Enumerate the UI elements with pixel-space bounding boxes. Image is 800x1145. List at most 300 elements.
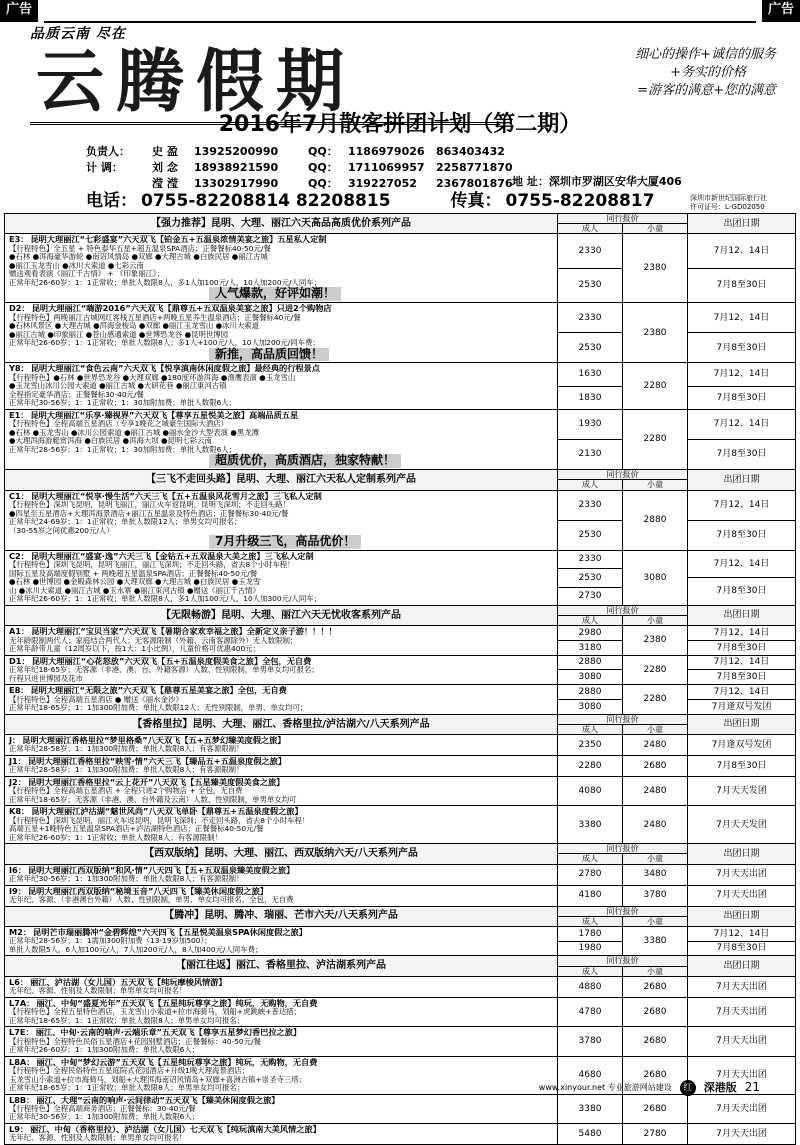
adult-header: 成人 <box>558 854 623 863</box>
departure-date: 7月天天出团 <box>716 1103 767 1114</box>
child-price: 2480 <box>623 735 688 755</box>
departure-date-column <box>688 865 795 885</box>
product-code: E1： <box>9 409 29 420</box>
product-name: 昆明大理丽江“心花怒放”六天双飞【五+五温泉度假美食之旅】全包，无自费 <box>31 655 312 666</box>
agency-license: 许可证号：L-GD02050 <box>690 203 765 211</box>
product-code: C1： <box>9 490 29 501</box>
price-header-top: 同行报价 <box>558 956 687 966</box>
adult-price-column <box>558 234 623 302</box>
product-name: 昆明大理丽江“乐享·臻视界”六天双飞【尊享五星悦美之旅】高端品质五星 <box>30 409 299 420</box>
adult-price: 2330 <box>578 554 602 565</box>
adult-price-column <box>558 1027 623 1055</box>
product-code: E3： <box>9 234 29 245</box>
product-detail-line: ●石林风景区 ●大理古城 ●洱海金梭岛 ●双廊 ●丽江玉龙雪山 ●冰川大索道 <box>9 321 259 331</box>
adult-price-column <box>558 1095 623 1123</box>
contact-row <box>86 176 524 192</box>
product-detail-line: 正常年纪18-65岁；无客源（非港、澳、台、外籍客源）人数、性别限制，单男单女均可报名； <box>9 665 319 675</box>
departure-date: 7月8至30日 <box>688 577 795 605</box>
price-header-columns <box>558 725 687 734</box>
section-header <box>5 906 795 926</box>
product-detail-line: （30-55岁之间优惠200元/人） <box>9 525 114 535</box>
child-price: 2680 <box>623 1027 688 1055</box>
product-code: J2： <box>9 776 26 787</box>
product-name: 昆明大理丽江“宝贝当家”六天双飞【暑期合家欢幸福之旅】全新定义亲子游！！！！ <box>31 626 337 637</box>
section-header <box>5 843 795 863</box>
product-row[interactable] <box>5 1026 795 1055</box>
product-detail-line: 正常年纪28-58岁；1：1加300附加费；单批人数限8人；有客源限制！ <box>9 765 244 775</box>
product-detail-line: 正常年纪28-56岁；1：1正常收；1：30加附加费；单批人数限6人； <box>9 444 237 454</box>
product-detail-line: 高端五星+1晚特色五星温泉SPA酒店+泸沽湖特色酒店；正餐餐标40-50元/餐 <box>9 824 264 834</box>
page-footer <box>539 1080 760 1096</box>
product-detail-line: 国际五星及高端度假别墅 + 两晚超五星温泉SPA酒店；正餐餐标40-50元/餐 <box>9 568 258 578</box>
price-header <box>558 715 688 734</box>
product-name: 昆明大理丽江“无限之旅”六天双飞【鼎尊五星美宴之旅】全包，无自费 <box>30 685 287 696</box>
product-detail-line: ●石林 ●世博园 ●金殿森林公园 ●大理双廊 ●大理古城 ●白族民居 ●玉龙雪 <box>9 577 261 587</box>
product-name: 丽江、大理“云南的响声·云间律动”五天双飞【臻美休闲度假之旅】 <box>36 1094 280 1105</box>
product-detail-line: ●石林 ●洱海豪华游轮 ●南诏风情岛 ●双廊 ●大理古城 ●白族民居 ●丽江古城 <box>9 252 268 262</box>
child-header: 小童 <box>647 224 663 234</box>
contact-name: 刘 念 <box>152 161 178 174</box>
departure-date: 7月逢双号发团 <box>711 739 772 750</box>
contact-qq-label: QQ： <box>308 145 338 158</box>
product-code: J1： <box>9 755 26 766</box>
departure-date: 7月逢双号发团 <box>688 699 795 714</box>
product-row[interactable] <box>5 625 795 654</box>
contact-role: 负责人： <box>86 145 130 158</box>
product-description <box>5 303 558 362</box>
product-row[interactable] <box>5 362 795 408</box>
top-rule <box>44 21 756 23</box>
product-detail-line: 【行程特色】全程高端商务酒店；正餐餐标：30-40元/餐 <box>9 1103 196 1113</box>
adult-price-column <box>558 977 623 997</box>
departure-date-column <box>688 977 795 997</box>
adult-price: 2730 <box>558 587 622 605</box>
child-price: 2280 <box>623 363 688 408</box>
agency-info <box>690 194 767 212</box>
product-detail-line: 【行程特色】●石林 ●世界恐龙谷 ●大理双廊 ●180度环游洱海 ●渔鹰表演 ●玉龙雪山 <box>9 372 296 382</box>
adult-price-column <box>558 1124 623 1144</box>
departure-date-column <box>688 1124 795 1144</box>
fax-number[interactable]: 0755-82208817 <box>505 191 655 211</box>
section-title: 【无限畅游】昆明、大理、丽江六天无忧收客系列产品 <box>5 606 558 625</box>
child-price: 2680 <box>623 1095 688 1123</box>
product-name: 昆明大理丽江西双版纳“秘境玉音”八天四飞【臻美休闲度假之旅】 <box>27 885 268 896</box>
product-row[interactable] <box>5 684 795 713</box>
price-header <box>558 844 688 863</box>
product-row[interactable] <box>5 885 795 906</box>
product-row[interactable] <box>5 655 795 684</box>
adult-price: 2530 <box>558 268 622 302</box>
adult-price: 3080 <box>558 699 622 714</box>
product-row[interactable] <box>5 755 795 776</box>
adult-header: 成人 <box>558 616 623 625</box>
product-name: 昆明大理丽江“嗨游2016”六天双飞【鼎尊五+五双温泉美宴之旅】只进2个购物店 <box>31 303 332 314</box>
product-description <box>5 1095 558 1123</box>
product-name: 丽江、中甸（香格里拉）、泸沽湖（女儿国）七天双飞【纯玩滇南大美风情之旅】 <box>30 1124 321 1134</box>
child-price: 2780 <box>623 1124 688 1144</box>
adult-price-column <box>558 656 623 684</box>
departure-date: 7月天天出团 <box>716 1128 767 1139</box>
product-detail-line: 正常年纪26-60岁：1：1正常收；单批人数限8人，多1人加100元/人，10人加200元/人同车； <box>9 277 321 287</box>
product-detail-line: ●四星至五星酒店+大理洱海景酒店+丽江五星温泉及特色酒店；正餐餐标30-40元/餐 <box>9 508 289 518</box>
adult-price: 4880 <box>578 981 602 992</box>
contact-qq[interactable]: 1711069957 <box>348 161 425 174</box>
contact-qq[interactable]: 1186979026 <box>348 145 425 158</box>
adult-price: 3180 <box>558 640 622 655</box>
departure-date: 7月12、14日 <box>713 928 770 939</box>
product-promo: 新推，高品质回馈！ <box>209 348 329 362</box>
product-code: K8： <box>9 806 30 817</box>
product-row[interactable] <box>5 302 795 362</box>
child-price: 3380 <box>623 927 688 955</box>
product-row[interactable] <box>5 864 795 885</box>
product-name: 昆明大理丽江泸沽湖“魅世风尚”八天双飞单卧【鼎尊五+五温泉度假之旅】 <box>31 806 303 817</box>
date-header: 出团日期 <box>723 719 760 730</box>
contact-qq-label: QQ： <box>308 177 338 190</box>
product-description <box>5 806 558 843</box>
price-header <box>558 956 688 975</box>
departure-date-column <box>688 363 795 408</box>
product-code: I9： <box>9 885 26 896</box>
product-name: 昆明大理丽江香格里拉“云上花开”八天双飞【五星臻美度假美食之旅】 <box>27 776 285 787</box>
adult-price-column <box>558 998 623 1026</box>
product-detail-line: 正常年纪28-58岁；1：1加300附加费；单批人数限8人；有客源限制！ <box>9 744 244 754</box>
product-detail-line: 正常年龄带儿童（12周岁以下，按1大：1小比例），儿童价格可优惠400元； <box>9 644 260 654</box>
adult-price: 2350 <box>578 739 602 750</box>
adult-price: 4180 <box>578 890 602 901</box>
product-detail-line: 【行程特色】深圳飞昆明，昆明飞丽江，丽江飞深圳；不走回头路，省去8个小时车程！ <box>9 560 295 570</box>
adult-price-column <box>558 865 623 885</box>
contact-qq[interactable]: 863403432 <box>436 145 505 158</box>
date-header: 出团日期 <box>723 218 760 229</box>
departure-date-column <box>688 410 795 469</box>
fax-label: 传真： <box>450 191 502 211</box>
section-title: 【强力推荐】昆明、大理、丽江六天高品高质优价系列产品 <box>5 214 558 233</box>
date-header: 出团日期 <box>723 960 760 971</box>
hotline <box>86 192 655 212</box>
product-detail-line: 正常年纪18-65岁；1：1正常收；单批人数限8人；单男单女均可报名； <box>9 1015 245 1025</box>
price-header <box>558 214 688 233</box>
child-price: 2380 <box>623 626 688 654</box>
product-row[interactable] <box>5 997 795 1026</box>
footer-edition: 深港版 <box>703 1080 737 1094</box>
product-name: 丽江、泸沽湖（女儿国）五天双飞【纯玩摩梭风情游】 <box>30 976 227 987</box>
product-detail-line: 正常年纪26-60岁；1：1正常收；单批人数限8人；有客源限制！ <box>9 832 222 842</box>
product-name: 昆明大理丽江“七彩盛宴”六天双飞【铂金五+五温泉浓情美宴之旅】五星私人定制 <box>30 234 327 245</box>
product-detail-line: ●丽江古城 ●印象丽江 ●苍山感通索道 ●世博恐龙谷 ●昆明世博园 <box>9 329 229 339</box>
adult-header: 成人 <box>558 480 623 489</box>
departure-date: 7月12、14日 <box>713 312 770 323</box>
product-detail-line: 【行程特色】全程高端五星酒店 + 全程只进2个购物店 + 全包，无自费 <box>9 786 243 796</box>
product-row[interactable] <box>5 1123 795 1144</box>
adult-price-column <box>558 685 623 713</box>
product-detail-line: 正常年纪18-65岁；1：1加300附加费；单批人数限12人；无性别限制，单男、单女均可； <box>9 703 308 713</box>
departure-date-column <box>688 886 795 906</box>
departure-date: 7月天天发团 <box>716 785 767 796</box>
adult-price: 2330 <box>578 245 602 256</box>
adult-price: 4780 <box>578 1006 602 1017</box>
departure-date: 7月8至30日 <box>688 332 795 362</box>
price-header <box>558 606 688 625</box>
section-header <box>5 214 795 233</box>
product-code: M2： <box>9 926 32 937</box>
product-code: J： <box>9 734 21 745</box>
product-row[interactable] <box>5 1094 795 1123</box>
departure-date: 7月12、14日 <box>713 686 770 697</box>
product-detail-line: 行程只进世博园及花市 <box>9 673 83 683</box>
departure-date: 7月12、14日 <box>713 499 770 510</box>
product-code: C2： <box>9 550 29 561</box>
adult-price: 3080 <box>558 669 622 684</box>
product-detail-line: 正常年纪18-65岁；1：1正常收；单批人数限8人；单男单女均可报名； <box>9 1083 245 1093</box>
product-detail-line: ●丽江玉龙雪山 ●冰川大索道 ●七彩云南 <box>9 260 144 270</box>
section-title: 【丽江往返】丽江、香格里拉、泸沽湖系列产品 <box>5 956 558 975</box>
child-price: 2880 <box>623 491 688 550</box>
adult-price: 2980 <box>578 627 602 638</box>
product-name: 昆明大理丽江香格里拉“梦里格桑”八天双飞【五+五梦幻臻美度假之旅】 <box>22 734 286 745</box>
departure-date-column <box>688 1027 795 1055</box>
price-header-top: 同行报价 <box>558 470 687 480</box>
product-detail-line: 【行程特色】全程特色民俗五星酒店+花园别墅酒店；正餐餐标：40-50元/餐 <box>9 1036 261 1046</box>
date-header: 出团日期 <box>723 848 760 859</box>
product-detail-line: 单批人数限5人，6人加100元/人，7人加200元/人，8人加400元/人同车费； <box>9 944 263 954</box>
product-description <box>5 1124 558 1144</box>
adult-header: 成人 <box>558 917 623 926</box>
product-detail-line: 【行程特色】全程高端五星酒店 ● 赠送《丽水金沙》 <box>9 694 183 704</box>
product-name: 昆明大理丽江“悦享·慢生活”六天三飞【五+五温泉风花雪月之旅】三飞私人定制 <box>30 490 322 501</box>
child-header: 小童 <box>647 480 663 490</box>
product-detail-line: ●玉龙雪山冰川公园大索道 ●丽江古城 ●大研花巷 ●丽江東河古镇 <box>9 381 227 391</box>
motto-line-1: 细心的操作+诚信的服务 <box>635 47 776 62</box>
address: 地 址：深圳市罗湖区安华大厦406 <box>512 175 682 188</box>
price-header-columns <box>558 917 687 926</box>
phone-label: 电话： <box>86 191 137 211</box>
adult-price-column <box>558 777 623 805</box>
product-detail-line: 正常年纪26-60岁；1：1正常收；单批人数限8人，多1人加100元/人，10人加300元/人同车； <box>9 594 321 604</box>
product-code: L7A： <box>9 997 35 1008</box>
child-price: 2680 <box>623 756 688 776</box>
product-detail-line: 【行程特色】全程民俗特色五星庭院式花园酒店+升级1晚大理海景酒店； <box>9 1066 250 1075</box>
departure-date: 7月天天出团 <box>716 869 767 880</box>
product-row[interactable] <box>5 976 795 997</box>
brand-slogan: 品质云南 尽在 <box>30 26 126 42</box>
departure-date-column <box>688 1095 795 1123</box>
product-description <box>5 1027 558 1055</box>
adult-price-column <box>558 927 623 955</box>
product-row[interactable] <box>5 776 795 805</box>
departure-date: 7月天天发团 <box>716 819 767 830</box>
adult-price: 1930 <box>578 419 602 430</box>
departure-date-column <box>688 806 795 843</box>
departure-date: 7月天天出团 <box>716 890 767 901</box>
adult-price: 2880 <box>578 657 602 668</box>
product-code: L7E： <box>9 1027 34 1038</box>
adult-price-column <box>558 303 623 362</box>
departure-date: 7月天天出团 <box>716 1006 767 1017</box>
price-header-columns <box>558 224 687 233</box>
product-description <box>5 1057 558 1094</box>
product-description <box>5 735 558 755</box>
product-row[interactable] <box>5 490 795 550</box>
child-price: 2280 <box>623 656 688 684</box>
footer-page-number: 21 <box>744 1080 760 1095</box>
section-header <box>5 714 795 734</box>
departure-date: 7月8至30日 <box>688 520 795 550</box>
child-price: 2480 <box>623 806 688 843</box>
section-header <box>5 469 795 489</box>
product-detail-line: 正常年纪30-56岁；1：1正常收；1：30加附加费；单批人数限6人； <box>9 398 237 408</box>
product-promo: 超质优价，高质酒店，独家特献！ <box>209 454 401 468</box>
departure-date: 7月天天出团 <box>716 981 767 992</box>
product-code: L8B： <box>9 1094 35 1105</box>
product-row[interactable] <box>5 734 795 755</box>
adult-price: 2530 <box>558 520 622 550</box>
product-description <box>5 685 558 713</box>
contact-name: 滢 滢 <box>152 177 178 190</box>
contact-qq[interactable]: 2258771870 <box>436 161 513 174</box>
departure-date: 7月8至30日 <box>688 941 795 956</box>
price-header <box>558 470 688 489</box>
phone-numbers[interactable]: 0755-82208814 82208815 <box>141 191 391 211</box>
child-price: 2480 <box>623 777 688 805</box>
contact-qq[interactable]: 319227052 <box>348 177 417 190</box>
contact-role <box>86 176 152 192</box>
adult-price: 3380 <box>578 819 602 830</box>
product-name: 昆明大理丽江香格里拉“映雪·情”六天三飞【臻品五+五温泉度假之旅】 <box>27 755 287 766</box>
footer-site[interactable]: www.xinyour.net 专业旅游网站建设 <box>538 1083 672 1093</box>
departure-date: 7月12、14日 <box>713 245 770 256</box>
child-header: 小童 <box>647 854 663 864</box>
product-name: 昆明大理丽江西双版纳“和风·情”八天四飞【五+五双温泉臻美度假之旅】 <box>27 864 295 875</box>
product-detail-line: 正常年纪30-56岁；1：1加300附加费；单批人数限8人；有客源限制！ <box>9 874 244 884</box>
child-header: 小童 <box>647 724 663 734</box>
contact-row <box>86 144 524 160</box>
child-price: 2380 <box>623 234 688 302</box>
section-header <box>5 955 795 975</box>
child-price: 2680 <box>623 1057 688 1094</box>
product-detail-line: 无年纪、客源、（非港澳台外籍）人数、性别限制，单男、单女均可报名，全包，无自费 <box>9 895 294 905</box>
product-code: Y8： <box>9 363 29 374</box>
product-description <box>5 756 558 776</box>
adult-price: 1630 <box>578 369 602 380</box>
product-code: L8A： <box>9 1056 35 1067</box>
product-description <box>5 491 558 550</box>
product-detail-line: 【行程特色】深圳飞昆明，丽江火车返昆明，昆明飞深圳；不走回头路，省去8个小时车程！ <box>9 815 310 825</box>
contact-qq[interactable]: 2367801876 <box>436 177 513 190</box>
ad-tag-right: 广告 <box>762 0 800 22</box>
product-row[interactable] <box>5 550 795 605</box>
adult-price-column <box>558 806 623 843</box>
product-name: 丽江、中甸·云南的响声·云端乐章”五天双飞【尊享五星梦幻香巴拉之旅】 <box>35 1027 302 1038</box>
date-header: 出团日期 <box>723 610 760 621</box>
product-detail-line: 无年纪、客源、性别及人数限制；单男单女均可报名！ <box>9 1133 187 1143</box>
product-description <box>5 234 558 302</box>
departure-date-column <box>688 777 795 805</box>
adult-price-column <box>558 363 623 408</box>
plan-title: 2016年7月散客拼团计划（第二期） <box>218 112 582 137</box>
product-row[interactable] <box>5 926 795 955</box>
product-row[interactable] <box>5 409 795 469</box>
contact-phone[interactable]: 18938921590 <box>194 161 279 174</box>
adult-price: 2530 <box>558 568 622 586</box>
product-detail-line: 正常年纪28-56岁；1：1需加300附加费（13-19岁加500）； <box>9 936 212 946</box>
contact-phone[interactable]: 13302917990 <box>194 177 279 190</box>
contact-row <box>86 160 524 176</box>
adult-header: 成人 <box>558 725 623 734</box>
price-header-top: 同行报价 <box>558 715 687 725</box>
price-header-columns <box>558 616 687 625</box>
departure-date: 7月12、14日 <box>713 369 770 380</box>
child-price: 2380 <box>623 303 688 362</box>
adult-price-column <box>558 735 623 755</box>
child-price: 2280 <box>623 685 688 713</box>
child-header: 小童 <box>647 916 663 926</box>
price-header-columns <box>558 967 687 976</box>
price-header-top: 同行报价 <box>558 606 687 616</box>
product-promo: 人气爆款，好评如潮！ <box>209 287 341 301</box>
product-description <box>5 998 558 1026</box>
product-description <box>5 777 558 805</box>
contact-role: 计 调： <box>86 161 123 174</box>
departure-date-column <box>688 303 795 362</box>
adult-price: 2780 <box>578 869 602 880</box>
product-name: 丽江、中甸“盛夏光年”五天双飞【五星纯玩尊享之旅】纯玩，无购物，无自费 <box>36 997 318 1008</box>
adult-price: 1780 <box>578 928 602 939</box>
product-description <box>5 865 558 885</box>
child-price: 2680 <box>623 998 688 1026</box>
motto-line-3: =游客的满意+您的满意 <box>637 83 776 98</box>
price-header-columns <box>558 854 687 863</box>
child-price: 3780 <box>623 886 688 906</box>
product-detail-line: 【行程特色】深圳飞昆明，昆明飞丽江，丽江火车返昆明，昆明飞深圳；不走回头路！ <box>9 500 290 510</box>
departure-date-column <box>688 735 795 755</box>
product-name: 昆明芒市瑞丽腾冲“金碧辉煌”六天四飞【五星悦美温泉SPA休闲度假之旅】 <box>33 926 307 937</box>
product-detail-line: 正常年纪26-60岁；1：1加300附加费；单批人数限6人； <box>9 1045 200 1055</box>
product-row[interactable] <box>5 805 795 843</box>
departure-date: 7月8至30日 <box>688 268 795 302</box>
child-price: 2280 <box>623 410 688 469</box>
product-row[interactable] <box>5 233 795 302</box>
departure-date: 7月天天出团 <box>716 1069 767 1080</box>
contact-phone[interactable]: 13925200990 <box>194 145 279 158</box>
departure-date-column <box>688 656 795 684</box>
product-detail-line: 【行程特色】两晚丽江古城网红客栈五星酒店+两晚五星养生温泉酒店；正餐餐标40元/餐 <box>9 312 301 322</box>
departure-date-column <box>688 491 795 550</box>
departure-date: 7月8至30日 <box>716 760 767 771</box>
adult-price: 4680 <box>578 1069 602 1080</box>
departure-date-column <box>688 551 795 605</box>
departure-date: 7月12、14日 <box>713 627 770 638</box>
product-detail-line: 【行程特色】全程高端五星酒店（专享1晚花之城豪生国际大酒店） <box>9 419 229 429</box>
product-detail-line: ●石林 ●玉龙雪山 ●冰川公园索道 ●丽江古城 ●丽水金沙大型表演 ●黑龙潭 <box>9 427 259 437</box>
product-detail-line: 无年龄限制两代人；家庭结合两代人；无客源限制（外籍、云南客源除外）无人数限制； <box>9 635 298 645</box>
product-detail-line: 玉龙雪山小索道+拉市海骑马，划船+大理洱海南诏风情岛+双廊+喜洲古镇+崇圣寺三塔； <box>9 1074 307 1084</box>
departure-date-column <box>688 998 795 1026</box>
adult-price: 2280 <box>578 760 602 771</box>
departure-date: 7月8至30日 <box>688 439 795 469</box>
departure-date: 7月8至30日 <box>688 669 795 684</box>
adult-price: 1980 <box>558 941 622 956</box>
product-description <box>5 977 558 997</box>
adult-price: 2530 <box>558 332 622 362</box>
product-detail-line: 正常年纪24-69岁；1：1正常收；单批人数限12人；单男女均可报名； <box>9 517 242 527</box>
product-name: 昆明大理丽江“食色云南”六天双飞【悦享滇南休闲度假之旅】最经典的行程景点 <box>30 363 320 374</box>
product-detail-line: 正常年纪30-56岁；1：1加300附加费；单批人数限6人； <box>9 1112 200 1122</box>
child-price: 3080 <box>623 551 688 605</box>
section-header <box>5 605 795 625</box>
departure-date: 7月12、14日 <box>713 558 770 569</box>
adult-price-column <box>558 491 623 550</box>
